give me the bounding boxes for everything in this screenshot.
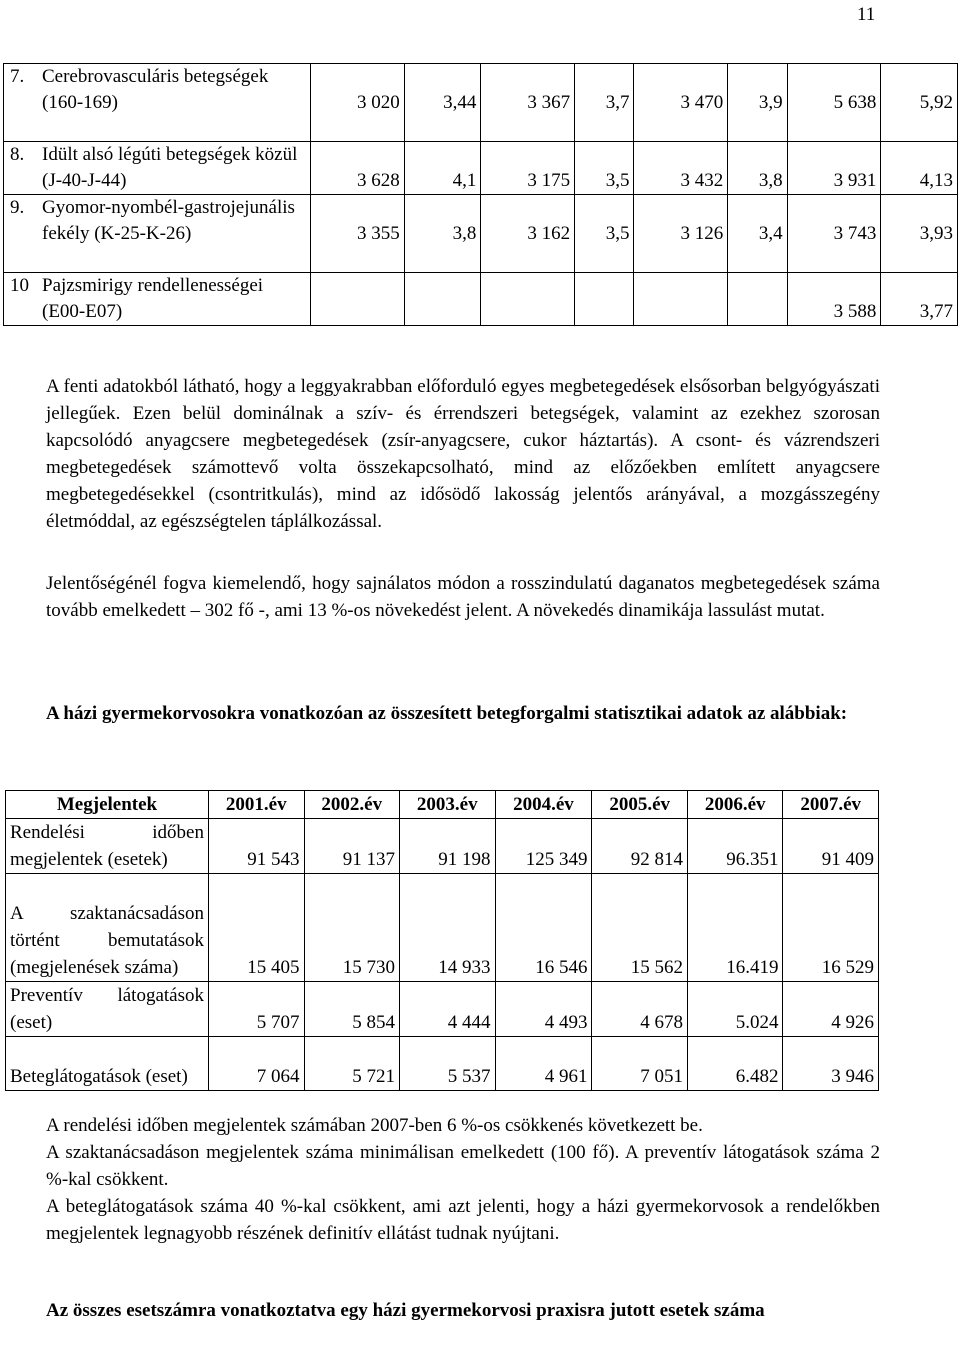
column-header: 2007.év [783, 791, 879, 819]
row-index: 10 [4, 273, 41, 326]
cell-value: 3 020 [311, 64, 405, 142]
cell-value: 3 946 [783, 1037, 879, 1091]
cell-value: 3 743 [787, 195, 881, 273]
notes-section [46, 1112, 880, 1247]
cell-value: 4 926 [783, 982, 879, 1037]
row-index: 8. [4, 142, 41, 195]
table-row [4, 142, 958, 195]
cell-value: 3,8 [404, 195, 481, 273]
cell-value: 16.419 [687, 874, 783, 982]
row-label: Gyomor-nyombél-gastrojejunális fekély (K-25-K-26) [40, 195, 311, 273]
section-title: A házi gyermekorvosokra vonatkozóan az összesített betegforgalmi statisztikai adatok az alábbiak: [46, 703, 848, 724]
row-index: 9. [4, 195, 41, 273]
pediatric-statistics-table [5, 790, 879, 1091]
table-row [6, 819, 879, 874]
cell-value [728, 273, 787, 326]
cell-value: 16 529 [783, 874, 879, 982]
cell-value: 92 814 [592, 819, 688, 874]
cell-value: 3 931 [787, 142, 881, 195]
column-header: 2005.év [592, 791, 688, 819]
note-text: A beteglátogatások száma 40 %-kal csökkent, ami azt jelenti, hogy a házi gyermekorvosok a rendelőkben megjelentek legnagyobb részének definitív ellátást tudnak nyújtani. [46, 1196, 880, 1244]
cell-value: 3,77 [881, 273, 958, 326]
cell-value: 4 961 [495, 1037, 592, 1091]
cell-value: 7 064 [209, 1037, 305, 1091]
cell-value: 3 470 [634, 64, 728, 142]
body-paragraph [46, 570, 880, 624]
cell-value: 4,1 [404, 142, 481, 195]
table-header-row [6, 791, 879, 819]
note-text: A rendelési időben megjelentek számában 2007-ben 6 %-os csökkenés következett be. [46, 1115, 703, 1136]
cell-value: 15 562 [592, 874, 688, 982]
table-row [4, 195, 958, 273]
cell-value: 15 405 [209, 874, 305, 982]
cell-value: 4,13 [881, 142, 958, 195]
closing-title: Az összes esetszámra vonatkoztatva egy házi gyermekorvosi praxisra jutott esetek száma [46, 1300, 765, 1321]
cell-value: 5 721 [304, 1037, 400, 1091]
table-row [6, 1037, 879, 1091]
cell-value: 3,4 [728, 195, 787, 273]
cell-value: 5 537 [400, 1037, 496, 1091]
cell-value: 3 588 [787, 273, 881, 326]
cell-value: 4 493 [495, 982, 592, 1037]
cell-value: 3,9 [728, 64, 787, 142]
cell-value: 4 444 [400, 982, 496, 1037]
table-row [4, 64, 958, 142]
cell-value [404, 273, 481, 326]
column-header: 2004.év [495, 791, 592, 819]
row-label: Preventív látogatások (eset) [6, 982, 209, 1037]
cell-value: 3 628 [311, 142, 405, 195]
cell-value [481, 273, 575, 326]
cell-value: 3,5 [575, 195, 634, 273]
table-row [4, 273, 958, 326]
cell-value: 3 367 [481, 64, 575, 142]
cell-value: 5 707 [209, 982, 305, 1037]
cell-value: 3 126 [634, 195, 728, 273]
cell-value [575, 273, 634, 326]
paragraph-text: A fenti adatokból látható, hogy a leggyakrabban előforduló egyes megbetegedések elsősorban belgyógyászati jellegűek. Ezen belül dominálnak a szív- és érrendszeri betegségek, valamint az ezekhez szorosan kapcsolódó anyagcsere megbetegedések (zsír-anyagcsere, cukor háztartás). A csont- és vázrendszeri megbetegedések számottevő volta összekapcsolható, mind az előzőekben említett anyagcsere megbetegedésekkel (csontritkulás), mind az idősödő lakosság jelentős arányával, a mozgásszegény életmóddal, az egészségtelen táplálkozással. [46, 376, 880, 532]
row-label: Idült alsó légúti betegségek közül (J-40-J-44) [40, 142, 311, 195]
body-paragraph [46, 373, 880, 535]
cell-value: 3,93 [881, 195, 958, 273]
row-index: 7. [4, 64, 41, 142]
page-number: 11 [857, 4, 876, 25]
column-header: 2003.év [400, 791, 496, 819]
cell-value: 91 137 [304, 819, 400, 874]
cell-value: 4 678 [592, 982, 688, 1037]
row-label: Rendelési időben megjelentek (esetek) [6, 819, 209, 874]
column-header: 2001.év [209, 791, 305, 819]
cell-value: 91 409 [783, 819, 879, 874]
cell-value: 15 730 [304, 874, 400, 982]
cell-value: 3,5 [575, 142, 634, 195]
cell-value: 3 432 [634, 142, 728, 195]
cell-value: 14 933 [400, 874, 496, 982]
column-header: 2002.év [304, 791, 400, 819]
cell-value: 91 543 [209, 819, 305, 874]
cell-value: 125 349 [495, 819, 592, 874]
note-text: A szaktanácsadáson megjelentek száma minimálisan emelkedett (100 fő). A preventív látogatások száma 2 %-kal csökkent. [46, 1142, 880, 1190]
cell-value: 16 546 [495, 874, 592, 982]
row-label: A szaktanácsadáson történt bemutatások (megjelenések száma) [6, 874, 209, 982]
cell-value: 5.024 [687, 982, 783, 1037]
cell-value: 3,7 [575, 64, 634, 142]
column-header: 2006.év [687, 791, 783, 819]
cell-value: 91 198 [400, 819, 496, 874]
cell-value [311, 273, 405, 326]
cell-value: 3,44 [404, 64, 481, 142]
cell-value: 3,8 [728, 142, 787, 195]
cell-value: 5,92 [881, 64, 958, 142]
disease-statistics-table [3, 63, 958, 326]
row-label: Pajzsmirigy rendellenességei (E00-E07) [40, 273, 311, 326]
row-label: Beteglátogatások (eset) [6, 1037, 209, 1091]
cell-value [634, 273, 728, 326]
column-header: Megjelentek [6, 791, 209, 819]
cell-value: 7 051 [592, 1037, 688, 1091]
cell-value: 5 854 [304, 982, 400, 1037]
paragraph-text: Jelentőségénél fogva kiemelendő, hogy sajnálatos módon a rosszindulatú daganatos megbetegedések száma tovább emelkedett – 302 fő -, ami 13 %-os növekedést jelent. A növekedés dinamikája lassulást mutat. [46, 573, 880, 621]
cell-value: 6.482 [687, 1037, 783, 1091]
cell-value: 96.351 [687, 819, 783, 874]
table-row [6, 874, 879, 982]
cell-value: 3 175 [481, 142, 575, 195]
row-label: Cerebrovasculáris betegségek (160-169) [40, 64, 311, 142]
cell-value: 3 162 [481, 195, 575, 273]
cell-value: 5 638 [787, 64, 881, 142]
cell-value: 3 355 [311, 195, 405, 273]
table-row [6, 982, 879, 1037]
